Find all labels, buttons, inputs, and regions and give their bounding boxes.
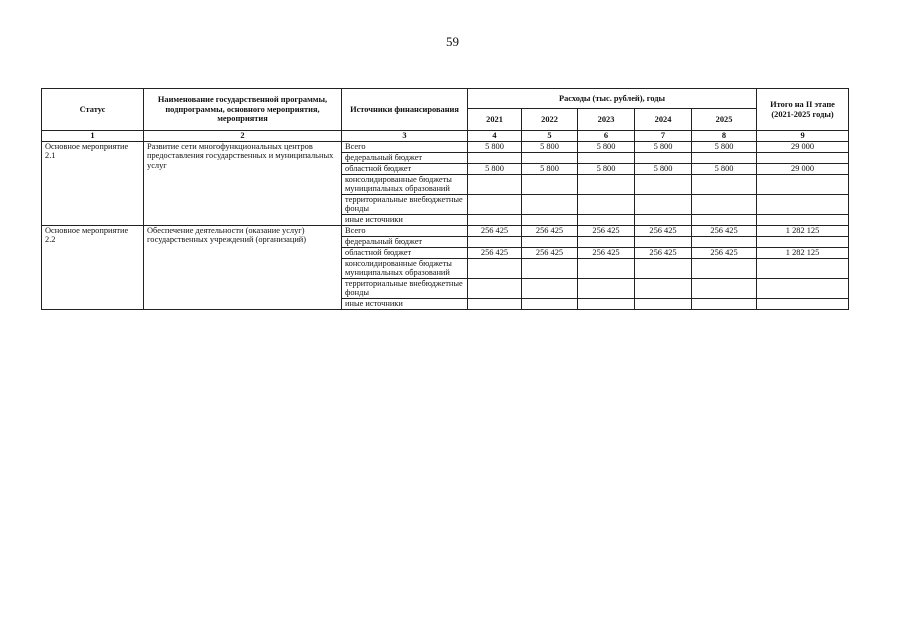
expenses-table: [41, 88, 849, 310]
column-number: 3: [342, 131, 468, 142]
year-value-cell: [468, 236, 522, 247]
page-number: 59: [446, 34, 459, 49]
year-value-cell: 5 800: [468, 163, 522, 174]
total-value-cell: [757, 298, 849, 309]
year-value-cell: [578, 298, 635, 309]
year-value-cell: 5 800: [578, 141, 635, 152]
year-value-cell: [692, 214, 757, 225]
year-value-cell: [692, 174, 757, 194]
year-value-cell: 5 800: [522, 163, 578, 174]
year-value-cell: [578, 152, 635, 163]
year-value-cell: [522, 278, 578, 298]
funding-source-cell: федеральный бюджет: [342, 152, 468, 163]
year-value-cell: [692, 152, 757, 163]
program-name-cell: Развитие сети многофункциональных центров предоставления государственных и муниципальных услуг: [144, 141, 342, 225]
header-year: 2022: [522, 109, 578, 131]
year-value-cell: [692, 298, 757, 309]
year-value-cell: [468, 214, 522, 225]
header-name: Наименование государственной программы, подпрограммы, основного мероприятия, мероприятия: [144, 89, 342, 131]
total-value-cell: [757, 214, 849, 225]
year-value-cell: [692, 278, 757, 298]
year-value-cell: [635, 174, 692, 194]
year-value-cell: [522, 236, 578, 247]
year-value-cell: 5 800: [692, 163, 757, 174]
total-value-cell: 29 000: [757, 163, 849, 174]
year-value-cell: [635, 194, 692, 214]
year-value-cell: 256 425: [635, 247, 692, 258]
year-value-cell: 256 425: [692, 247, 757, 258]
year-value-cell: [635, 236, 692, 247]
year-value-cell: [578, 236, 635, 247]
header-expenses: Расходы (тыс. рублей), годы: [468, 89, 757, 109]
funding-source-cell: иные источники: [342, 298, 468, 309]
funding-source-cell: областной бюджет: [342, 247, 468, 258]
year-value-cell: [635, 298, 692, 309]
header-year: 2025: [692, 109, 757, 131]
year-value-cell: [468, 278, 522, 298]
year-value-cell: [635, 278, 692, 298]
year-value-cell: [468, 152, 522, 163]
year-value-cell: 5 800: [635, 141, 692, 152]
header-sources: Источники финансирования: [342, 89, 468, 131]
year-value-cell: 256 425: [578, 225, 635, 236]
funding-source-cell: территориальные внебюджетные фонды: [342, 194, 468, 214]
year-value-cell: [522, 258, 578, 278]
year-value-cell: 256 425: [522, 247, 578, 258]
year-value-cell: 5 800: [692, 141, 757, 152]
funding-source-cell: иные источники: [342, 214, 468, 225]
column-number: 6: [578, 131, 635, 142]
year-value-cell: [578, 258, 635, 278]
year-value-cell: [635, 214, 692, 225]
header-year: 2021: [468, 109, 522, 131]
column-number: 1: [42, 131, 144, 142]
funding-source-cell: консолидированные бюджеты муниципальных образований: [342, 258, 468, 278]
total-value-cell: [757, 174, 849, 194]
funding-source-cell: территориальные внебюджетные фонды: [342, 278, 468, 298]
header-year: 2023: [578, 109, 635, 131]
column-number: 8: [692, 131, 757, 142]
funding-source-cell: консолидированные бюджеты муниципальных образований: [342, 174, 468, 194]
total-value-cell: [757, 194, 849, 214]
year-value-cell: [468, 174, 522, 194]
year-value-cell: [468, 298, 522, 309]
year-value-cell: [578, 214, 635, 225]
year-value-cell: [522, 174, 578, 194]
year-value-cell: [522, 194, 578, 214]
year-value-cell: [635, 152, 692, 163]
year-value-cell: 5 800: [468, 141, 522, 152]
funding-source-cell: Всего: [342, 225, 468, 236]
year-value-cell: [522, 298, 578, 309]
funding-source-cell: федеральный бюджет: [342, 236, 468, 247]
year-value-cell: 5 800: [522, 141, 578, 152]
table-row: [42, 225, 849, 236]
year-value-cell: 5 800: [635, 163, 692, 174]
column-number: 9: [757, 131, 849, 142]
year-value-cell: [522, 214, 578, 225]
year-value-cell: [578, 194, 635, 214]
total-value-cell: 1 282 125: [757, 247, 849, 258]
year-value-cell: 256 425: [522, 225, 578, 236]
table-body: [42, 141, 849, 309]
program-name-cell: Обеспечение деятельности (оказание услуг) государственных учреждений (организаций): [144, 225, 342, 309]
year-value-cell: [578, 278, 635, 298]
year-value-cell: 5 800: [578, 163, 635, 174]
year-value-cell: [578, 174, 635, 194]
year-value-cell: [635, 258, 692, 278]
year-value-cell: 256 425: [692, 225, 757, 236]
total-value-cell: 1 282 125: [757, 225, 849, 236]
funding-source-cell: областной бюджет: [342, 163, 468, 174]
year-value-cell: [692, 194, 757, 214]
total-value-cell: [757, 236, 849, 247]
total-value-cell: 29 000: [757, 141, 849, 152]
total-value-cell: [757, 258, 849, 278]
year-value-cell: 256 425: [635, 225, 692, 236]
year-value-cell: [468, 258, 522, 278]
year-value-cell: 256 425: [578, 247, 635, 258]
header-status: Статус: [42, 89, 144, 131]
header-total: Итого на II этапе (2021-2025 годы): [757, 89, 849, 131]
table-row: [42, 141, 849, 152]
funding-source-cell: Всего: [342, 141, 468, 152]
status-cell: Основное мероприятие 2.2: [42, 225, 144, 309]
column-number: 4: [468, 131, 522, 142]
year-value-cell: 256 425: [468, 247, 522, 258]
column-number: 2: [144, 131, 342, 142]
total-value-cell: [757, 152, 849, 163]
year-value-cell: [522, 152, 578, 163]
header-year: 2024: [635, 109, 692, 131]
year-value-cell: [468, 194, 522, 214]
year-value-cell: [692, 236, 757, 247]
column-number: 5: [522, 131, 578, 142]
status-cell: Основное мероприятие 2.1: [42, 141, 144, 225]
column-number: 7: [635, 131, 692, 142]
total-value-cell: [757, 278, 849, 298]
year-value-cell: 256 425: [468, 225, 522, 236]
year-value-cell: [692, 258, 757, 278]
